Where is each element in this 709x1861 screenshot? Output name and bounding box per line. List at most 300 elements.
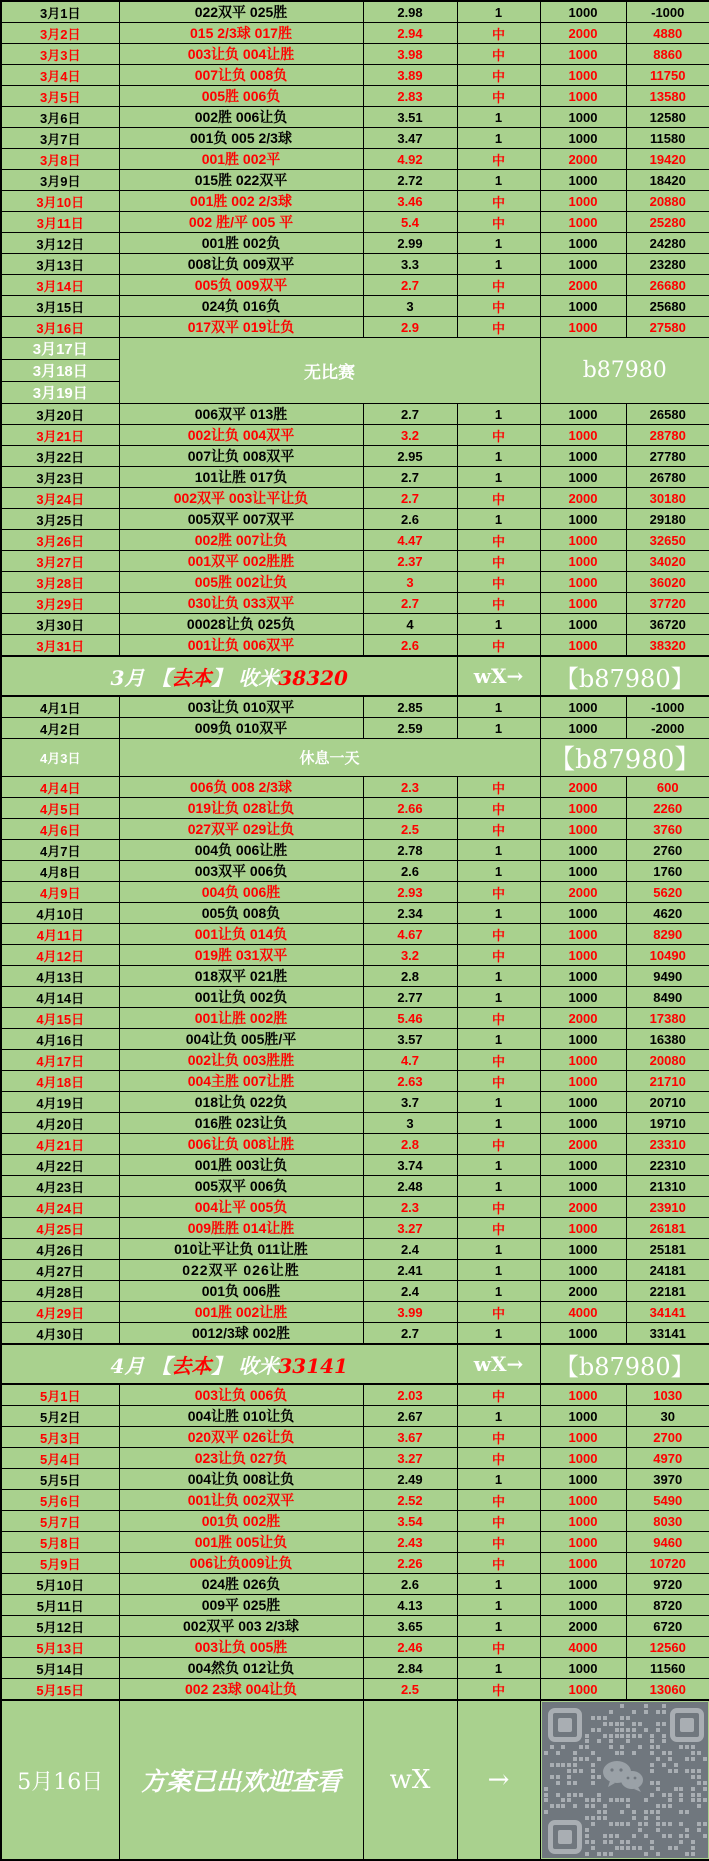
qr-module — [573, 1804, 577, 1808]
final-date-cell: 5月16日 — [1, 1700, 119, 1860]
record-row — [1, 404, 709, 425]
match-cell: 005胜 002让负 — [119, 572, 363, 593]
result-cell: 1 — [457, 1, 540, 23]
record-row — [1, 1008, 709, 1029]
match-cell: 005负 008负 — [119, 903, 363, 924]
no-match-label-cell: 无比赛 — [119, 338, 540, 404]
qr-module — [691, 1757, 695, 1761]
qr-module — [644, 1816, 648, 1820]
match-cell: 006双平 013胜 — [119, 404, 363, 425]
qr-module — [573, 1793, 577, 1797]
qr-module — [620, 1840, 624, 1844]
qr-module — [703, 1787, 707, 1791]
date-cell: 3月10日 — [1, 191, 119, 212]
qr-module — [644, 1834, 648, 1838]
stake-cell: 1000 — [540, 966, 626, 987]
profit-cell: 34141 — [626, 1302, 709, 1323]
qr-module — [632, 1810, 636, 1814]
profit-cell: 4620 — [626, 903, 709, 924]
match-cell: 030让负 033双平 — [119, 593, 363, 614]
qr-module — [615, 1846, 619, 1850]
qr-module — [644, 1810, 648, 1814]
profit-cell: 30 — [626, 1406, 709, 1427]
result-cell: 中 — [457, 924, 540, 945]
stake-cell: 1000 — [540, 987, 626, 1008]
record-row — [1, 1029, 709, 1050]
stake-cell: 1000 — [540, 233, 626, 254]
qr-module — [703, 1834, 707, 1838]
records-table-body — [1, 1, 709, 1860]
result-cell: 1 — [457, 1469, 540, 1490]
odds-cell: 4.92 — [363, 149, 457, 170]
qr-module — [644, 1852, 648, 1856]
qr-module — [603, 1840, 607, 1844]
qr-module — [656, 1728, 660, 1732]
record-row — [1, 1281, 709, 1302]
qr-module — [697, 1828, 701, 1832]
qr-module — [674, 1787, 678, 1791]
stake-cell: 1000 — [540, 254, 626, 275]
record-row — [1, 635, 709, 657]
result-cell: 中 — [457, 551, 540, 572]
qr-module — [685, 1828, 689, 1832]
result-cell: 1 — [457, 1323, 540, 1345]
match-cell: 003让负 010双平 — [119, 696, 363, 718]
final-promo-row — [1, 1700, 709, 1860]
record-row — [1, 1260, 709, 1281]
profit-cell: 37720 — [626, 593, 709, 614]
stake-cell: 1000 — [540, 861, 626, 882]
record-row — [1, 107, 709, 128]
qr-module — [697, 1769, 701, 1773]
qr-module — [591, 1763, 595, 1767]
date-cell: 5月9日 — [1, 1553, 119, 1574]
result-cell: 1 — [457, 1239, 540, 1260]
qr-module — [691, 1793, 695, 1797]
record-row — [1, 777, 709, 798]
qr-position-marker — [670, 1708, 704, 1742]
qr-module — [656, 1822, 660, 1826]
date-cell: 5月1日 — [1, 1384, 119, 1406]
match-cell: 001胜 002平 — [119, 149, 363, 170]
qr-module — [668, 1822, 672, 1826]
date-cell: 4月8日 — [1, 861, 119, 882]
profit-cell: 18420 — [626, 170, 709, 191]
profit-cell: 13580 — [626, 86, 709, 107]
profit-cell: 8860 — [626, 44, 709, 65]
odds-cell: 2.5 — [363, 1679, 457, 1701]
date-cell: 5月13日 — [1, 1637, 119, 1658]
match-cell: 010让平让负 011让胜 — [119, 1239, 363, 1260]
qr-module — [632, 1751, 636, 1755]
match-cell: 001胜 002让胜 — [119, 1302, 363, 1323]
match-cell: 002 胜/平 005 平 — [119, 212, 363, 233]
qr-module — [679, 1822, 683, 1826]
match-cell: 001让负 006双平 — [119, 635, 363, 657]
match-cell: 009负 010双平 — [119, 718, 363, 739]
match-cell: 002让负 003胜胜 — [119, 1050, 363, 1071]
qr-module — [679, 1834, 683, 1838]
match-cell: 009平 025胜 — [119, 1595, 363, 1616]
profit-cell: 10490 — [626, 945, 709, 966]
qr-module — [626, 1716, 630, 1720]
wechat-qr-code — [542, 1702, 708, 1858]
profit-cell: -2000 — [626, 718, 709, 739]
profit-cell: 8490 — [626, 987, 709, 1008]
date-cell: 4月25日 — [1, 1218, 119, 1239]
stake-cell: 1000 — [540, 1260, 626, 1281]
stake-cell: 1000 — [540, 425, 626, 446]
profit-cell: 8290 — [626, 924, 709, 945]
odds-cell: 2.49 — [363, 1469, 457, 1490]
odds-cell: 2.95 — [363, 446, 457, 467]
qr-module — [544, 1793, 548, 1797]
match-cell: 004让负 005胜/平 — [119, 1029, 363, 1050]
record-row — [1, 1113, 709, 1134]
contact-code-cell: 【b87980】 — [540, 656, 709, 696]
profit-cell: 22181 — [626, 1281, 709, 1302]
qr-module — [638, 1846, 642, 1850]
qr-module — [567, 1769, 571, 1773]
qr-module — [585, 1757, 589, 1761]
odds-cell: 2.59 — [363, 718, 457, 739]
odds-cell: 2.6 — [363, 1574, 457, 1595]
stake-cell: 1000 — [540, 903, 626, 924]
profit-cell: 4880 — [626, 23, 709, 44]
qr-module — [615, 1834, 619, 1838]
match-cell: 101让胜 017负 — [119, 467, 363, 488]
stake-cell: 1000 — [540, 191, 626, 212]
date-cell: 3月24日 — [1, 488, 119, 509]
qr-module — [591, 1751, 595, 1755]
profit-cell: -1000 — [626, 696, 709, 718]
record-row — [1, 488, 709, 509]
date-cell: 5月5日 — [1, 1469, 119, 1490]
stake-cell: 1000 — [540, 1218, 626, 1239]
stake-cell: 1000 — [540, 467, 626, 488]
odds-cell: 2.77 — [363, 987, 457, 1008]
qr-module — [650, 1734, 654, 1738]
qr-module — [585, 1816, 589, 1820]
result-cell: 1 — [457, 1092, 540, 1113]
qr-module — [561, 1798, 565, 1802]
stake-cell: 2000 — [540, 1008, 626, 1029]
profit-cell: 11750 — [626, 65, 709, 86]
qr-module — [609, 1852, 613, 1856]
odds-cell: 2.93 — [363, 882, 457, 903]
date-cell: 3月6日 — [1, 107, 119, 128]
result-cell: 中 — [457, 1637, 540, 1658]
qr-module — [597, 1739, 601, 1743]
qr-module — [585, 1804, 589, 1808]
result-cell: 中 — [457, 593, 540, 614]
record-row — [1, 425, 709, 446]
date-cell: 5月11日 — [1, 1595, 119, 1616]
qr-module — [561, 1745, 565, 1749]
match-cell: 00028让负 025负 — [119, 614, 363, 635]
qr-module — [603, 1734, 607, 1738]
stake-cell: 2000 — [540, 275, 626, 296]
record-row — [1, 945, 709, 966]
qr-module — [662, 1734, 666, 1738]
stake-cell: 1000 — [540, 1071, 626, 1092]
result-cell: 1 — [457, 1176, 540, 1197]
stake-cell: 1000 — [540, 696, 626, 718]
qr-module — [650, 1763, 654, 1767]
odds-cell: 3.2 — [363, 425, 457, 446]
profit-cell: 26181 — [626, 1218, 709, 1239]
qr-module — [662, 1834, 666, 1838]
qr-module — [685, 1834, 689, 1838]
profit-cell: 8030 — [626, 1511, 709, 1532]
qr-module — [550, 1775, 554, 1779]
qr-module — [650, 1769, 654, 1773]
result-cell: 1 — [457, 170, 540, 191]
qr-position-marker-inner — [558, 1830, 572, 1844]
match-cell: 024胜 026负 — [119, 1574, 363, 1595]
record-row — [1, 551, 709, 572]
summary-text-part: 4月 — [110, 1353, 152, 1378]
qr-module — [662, 1804, 666, 1808]
qr-module — [603, 1816, 607, 1820]
qr-module — [638, 1734, 642, 1738]
record-row — [1, 65, 709, 86]
profit-cell: 6720 — [626, 1616, 709, 1637]
date-cell: 4月13日 — [1, 966, 119, 987]
profit-cell: 30180 — [626, 488, 709, 509]
qr-module — [668, 1834, 672, 1838]
odds-cell: 2.7 — [363, 593, 457, 614]
odds-cell: 4.47 — [363, 530, 457, 551]
qr-module — [603, 1834, 607, 1838]
stake-cell: 1000 — [540, 1092, 626, 1113]
profit-cell: 5620 — [626, 882, 709, 903]
match-cell: 015 2/3球 017胜 — [119, 23, 363, 44]
profit-cell: 36020 — [626, 572, 709, 593]
odds-cell: 3 — [363, 1113, 457, 1134]
stake-cell: 1000 — [540, 86, 626, 107]
match-cell: 004主胜 007让胜 — [119, 1071, 363, 1092]
date-cell: 4月5日 — [1, 798, 119, 819]
result-cell: 中 — [457, 296, 540, 317]
result-cell: 1 — [457, 987, 540, 1008]
qr-module — [609, 1840, 613, 1844]
record-row — [1, 170, 709, 191]
month-summary-row — [1, 656, 709, 696]
qr-module — [615, 1751, 619, 1755]
qr-module — [597, 1798, 601, 1802]
stake-cell: 1000 — [540, 1490, 626, 1511]
match-cell: 007让负 008负 — [119, 65, 363, 86]
result-cell: 1 — [457, 1616, 540, 1637]
odds-cell: 3.65 — [363, 1616, 457, 1637]
match-cell: 003让负 005胜 — [119, 1637, 363, 1658]
profit-cell: 19420 — [626, 149, 709, 170]
profit-cell: 25680 — [626, 296, 709, 317]
odds-cell: 4.7 — [363, 1050, 457, 1071]
qr-module — [603, 1852, 607, 1856]
result-cell: 中 — [457, 23, 540, 44]
result-cell: 1 — [457, 614, 540, 635]
rest-day-row — [1, 739, 709, 777]
stake-cell: 1000 — [540, 1406, 626, 1427]
stake-cell: 1000 — [540, 1427, 626, 1448]
profit-cell: 38320 — [626, 635, 709, 657]
record-row — [1, 840, 709, 861]
qr-module — [685, 1769, 689, 1773]
match-cell: 005胜 006负 — [119, 86, 363, 107]
stake-cell: 1000 — [540, 1384, 626, 1406]
odds-cell: 2.4 — [363, 1239, 457, 1260]
odds-cell: 3.67 — [363, 1427, 457, 1448]
odds-cell: 3.54 — [363, 1511, 457, 1532]
qr-module — [609, 1710, 613, 1714]
qr-module — [691, 1787, 695, 1791]
record-row — [1, 1155, 709, 1176]
stake-cell: 1000 — [540, 1448, 626, 1469]
result-cell: 1 — [457, 1595, 540, 1616]
stake-cell: 1000 — [540, 1, 626, 23]
qr-module — [656, 1710, 660, 1714]
qr-module — [591, 1728, 595, 1732]
record-row — [1, 317, 709, 338]
match-cell: 001让胜 002胜 — [119, 1008, 363, 1029]
result-cell: 1 — [457, 1406, 540, 1427]
profit-cell: 20080 — [626, 1050, 709, 1071]
odds-cell: 2.7 — [363, 1323, 457, 1345]
qr-module — [662, 1704, 666, 1708]
wechat-icon — [600, 1758, 646, 1794]
qr-module — [591, 1804, 595, 1808]
qr-module — [662, 1722, 666, 1726]
date-cell: 4月14日 — [1, 987, 119, 1008]
rest-label-cell: 休息一天 — [119, 739, 540, 777]
qr-module — [697, 1793, 701, 1797]
profit-cell: 1760 — [626, 861, 709, 882]
profit-cell: 23910 — [626, 1197, 709, 1218]
date-cell: 3月12日 — [1, 233, 119, 254]
record-row — [1, 1050, 709, 1071]
date-cell: 4月16日 — [1, 1029, 119, 1050]
summary-text-part: 】 — [211, 665, 239, 690]
match-cell: 023让负 027负 — [119, 1448, 363, 1469]
record-row — [1, 1511, 709, 1532]
qr-module — [573, 1751, 577, 1755]
date-cell: 3月26日 — [1, 530, 119, 551]
result-cell: 中 — [457, 1071, 540, 1092]
qr-module — [609, 1722, 613, 1726]
profit-cell: 22310 — [626, 1155, 709, 1176]
stake-cell: 1000 — [540, 1658, 626, 1679]
result-cell: 中 — [457, 1384, 540, 1406]
qr-module — [603, 1810, 607, 1814]
qr-module — [691, 1775, 695, 1779]
result-cell: 1 — [457, 446, 540, 467]
summary-text-part: 去本 — [171, 1353, 212, 1378]
date-cell: 5月14日 — [1, 1658, 119, 1679]
qr-module — [591, 1822, 595, 1826]
result-cell: 中 — [457, 945, 540, 966]
record-row — [1, 614, 709, 635]
record-row — [1, 1595, 709, 1616]
qr-module — [544, 1810, 548, 1814]
profit-cell: 12560 — [626, 1637, 709, 1658]
qr-module — [597, 1716, 601, 1720]
qr-module — [561, 1804, 565, 1808]
result-cell: 中 — [457, 1679, 540, 1701]
stake-cell: 1000 — [540, 718, 626, 739]
record-row — [1, 212, 709, 233]
date-cell: 5月4日 — [1, 1448, 119, 1469]
stake-cell: 1000 — [540, 170, 626, 191]
odds-cell: 2.78 — [363, 840, 457, 861]
profit-cell: 9720 — [626, 1574, 709, 1595]
odds-cell: 2.03 — [363, 1384, 457, 1406]
record-row — [1, 966, 709, 987]
match-cell: 001胜 002 2/3球 — [119, 191, 363, 212]
profit-cell: 10720 — [626, 1553, 709, 1574]
qr-module — [597, 1816, 601, 1820]
date-cell: 4月24日 — [1, 1197, 119, 1218]
stake-cell: 2000 — [540, 1616, 626, 1637]
qr-module — [620, 1745, 624, 1749]
qr-module — [644, 1822, 648, 1826]
qr-module — [573, 1757, 577, 1761]
profit-cell: 11580 — [626, 128, 709, 149]
rest-date-cell: 4月3日 — [1, 739, 119, 777]
odds-cell: 2.63 — [363, 1071, 457, 1092]
match-cell: 004让负 008让负 — [119, 1469, 363, 1490]
result-cell: 1 — [457, 509, 540, 530]
odds-cell: 2.7 — [363, 275, 457, 296]
record-row — [1, 296, 709, 317]
qr-module — [668, 1846, 672, 1850]
qr-module — [544, 1798, 548, 1802]
odds-cell: 2.7 — [363, 488, 457, 509]
date-cell: 3月25日 — [1, 509, 119, 530]
qr-module — [591, 1846, 595, 1850]
result-cell: 1 — [457, 1113, 540, 1134]
qr-module — [679, 1787, 683, 1791]
record-row — [1, 718, 709, 739]
date-cell: 4月15日 — [1, 1008, 119, 1029]
stake-cell: 4000 — [540, 1637, 626, 1658]
match-cell: 002 23球 004让负 — [119, 1679, 363, 1701]
record-row — [1, 446, 709, 467]
odds-cell: 3.7 — [363, 1092, 457, 1113]
date-cell: 3月4日 — [1, 65, 119, 86]
qr-module — [591, 1781, 595, 1785]
profit-cell: 26680 — [626, 275, 709, 296]
profit-cell: 33141 — [626, 1323, 709, 1345]
result-cell: 中 — [457, 65, 540, 86]
qr-module — [632, 1722, 636, 1726]
qr-module — [674, 1846, 678, 1850]
profit-cell: 26780 — [626, 467, 709, 488]
odds-cell: 2.6 — [363, 509, 457, 530]
date-cell: 4月4日 — [1, 777, 119, 798]
date-cell: 3月27日 — [1, 551, 119, 572]
date-cell: 4月21日 — [1, 1134, 119, 1155]
match-cell: 022双平 025胜 — [119, 1, 363, 23]
date-cell: 3月7日 — [1, 128, 119, 149]
qr-module — [620, 1822, 624, 1826]
qr-module — [650, 1739, 654, 1743]
match-cell: 004负 006让胜 — [119, 840, 363, 861]
profit-cell: 17380 — [626, 1008, 709, 1029]
qr-module — [579, 1769, 583, 1773]
odds-cell: 2.85 — [363, 696, 457, 718]
